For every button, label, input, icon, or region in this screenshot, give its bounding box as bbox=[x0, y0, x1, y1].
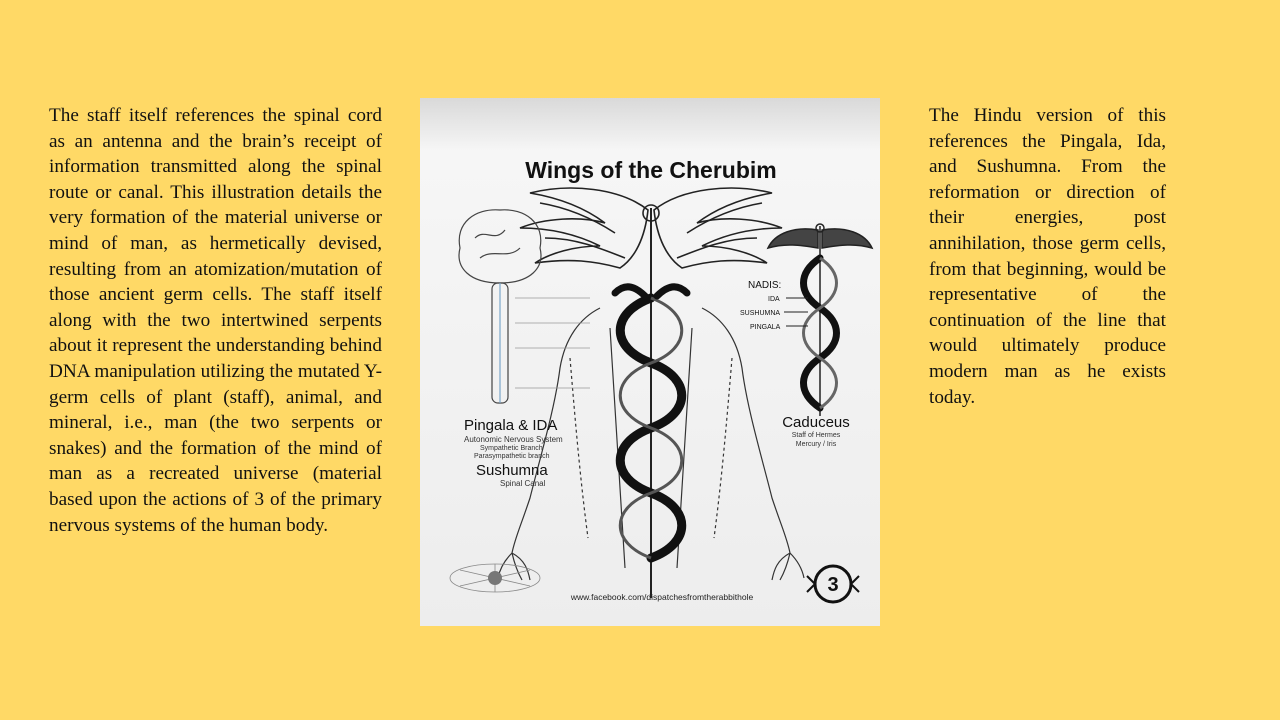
staff-of-hermes-label: Staff of Hermes bbox=[791, 432, 841, 439]
figure-title: Wings of the Cherubim bbox=[525, 157, 777, 183]
ans-label: Autonomic Nervous System bbox=[464, 435, 563, 444]
right-text-block: The Hindu version of this references the Pingala, Ida, and Sushumna. From the reformation or direction of their energies, post annihilation, those germ cells, from that beginning, would be representative of the continuation of the line that would ultimately produce modern man as he exists today. bbox=[929, 105, 1166, 408]
sushumna-label: Sushumna bbox=[476, 462, 548, 479]
nadi-pingala-label: PINGALA bbox=[750, 324, 781, 331]
caduceus-label: Caduceus bbox=[782, 414, 850, 431]
parasympathetic-label: Parasympathetic branch bbox=[474, 453, 550, 460]
nadi-sushumna-label: SUSHUMNA bbox=[740, 310, 781, 317]
pingala-ida-label: Pingala & IDA bbox=[464, 417, 558, 434]
spinal-canal-label: Spinal Canal bbox=[500, 479, 546, 488]
nadis-label: NADIS: bbox=[748, 280, 782, 291]
wings-of-cherubim-illustration bbox=[420, 98, 880, 626]
left-text-block: The staff itself references the spinal cord as an antenna and the brain’s receipt of information transmitted along the spinal route or canal. This illustration details the very formation of the material universe or mind of man, as hermetically devised, resulting from an atomization/mutation of those ancient germ cells. The staff itself along with the two intertwined serpents about it represent the understanding behind DNA manipulation utilizing the mutated Y-germ cells of plant (staff), animal, and mineral, i.e., man (the two serpents or snakes) and the formation of the mind of man as a recreated universe (material based upon the actions of 3 of the primary nervous systems of the human body. bbox=[49, 105, 382, 536]
nadi-ida-label: IDA bbox=[768, 296, 780, 303]
chakra-number: 3 bbox=[827, 574, 839, 596]
sympathetic-label: Sympathetic Branch bbox=[480, 445, 543, 452]
source-url: www.facebook.com/dispatchesfromtherabbithole bbox=[570, 592, 754, 602]
mercury-iris-label: Mercury / Iris bbox=[795, 441, 837, 448]
